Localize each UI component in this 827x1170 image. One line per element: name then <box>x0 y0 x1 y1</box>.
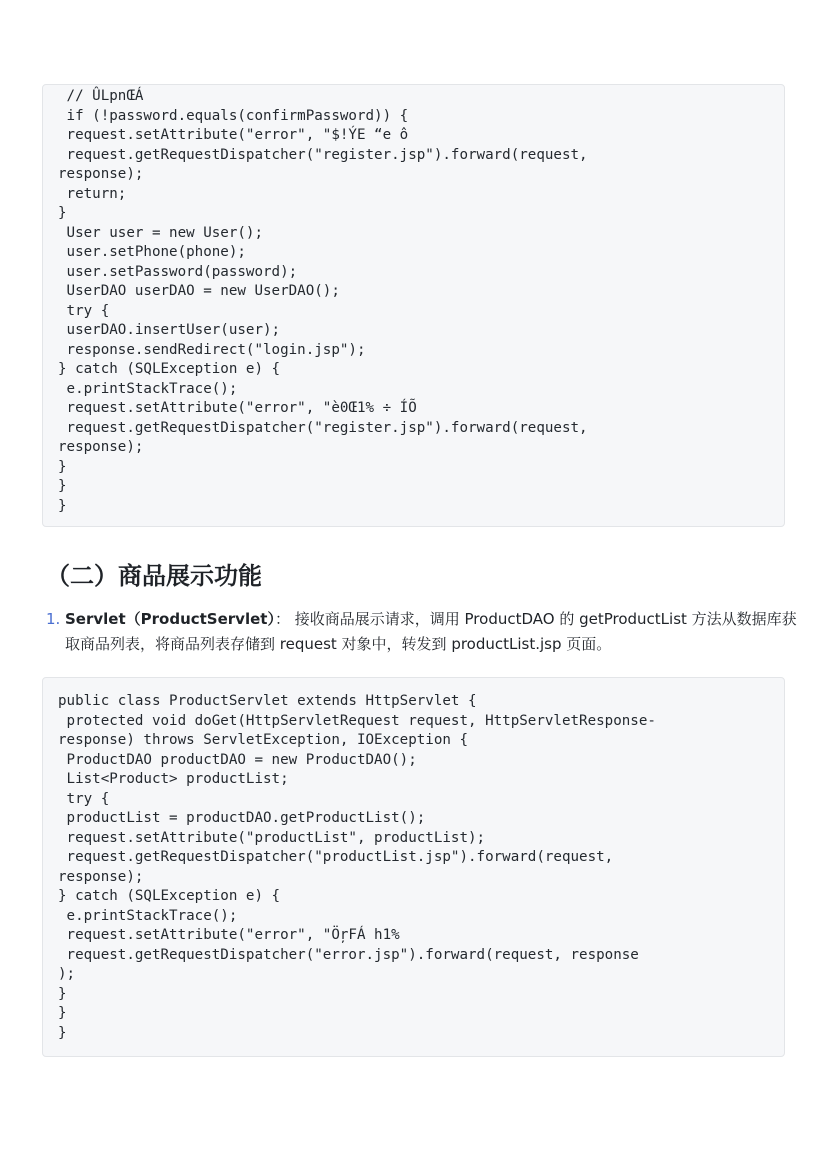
code-line: response); <box>58 868 144 885</box>
list-term: Servlet（ProductServlet） <box>65 610 275 628</box>
code-line: request.getRequestDispatcher("productList.jsp").forward(request, <box>58 849 614 865</box>
code-line: response.sendRedirect("login.jsp"); <box>58 341 366 358</box>
code-line: request.setAttribute("productList", productList); <box>58 829 486 846</box>
code-line: user.setPassword(password); <box>58 263 298 280</box>
code-line: response); <box>58 439 144 455</box>
list-body <box>65 607 811 657</box>
code-line: e.printStackTrace(); <box>58 380 238 397</box>
code-line: } <box>58 1005 67 1021</box>
code-block-product-servlet <box>42 677 785 1057</box>
code-line: ); <box>58 966 76 982</box>
code-line: try { <box>58 302 110 319</box>
code-text <box>58 678 784 1043</box>
code-line: ProductDAO productDAO = new ProductDAO(); <box>58 751 417 768</box>
code-line: List<Product> productList; <box>58 771 289 787</box>
code-line: return; <box>58 185 127 202</box>
code-line: protected void doGet(HttpServletRequest request, HttpServletResponse- <box>58 712 656 729</box>
code-line: userDAO.insertUser(user); <box>58 322 281 338</box>
code-line: } <box>58 458 67 475</box>
code-line: user.setPhone(phone); <box>58 244 246 260</box>
code-line: } <box>58 1024 67 1041</box>
code-line: } <box>58 478 67 494</box>
list-separator: ： <box>274 610 290 628</box>
code-line: response) throws ServletException, IOException { <box>58 732 468 748</box>
code-line: } catch (SQLException e) { <box>58 888 281 904</box>
code-line: request.setAttribute("error", "è0Œ1% ÷ ÍÕ <box>58 400 417 416</box>
code-line: try { <box>58 790 110 807</box>
code-block-register <box>42 84 785 527</box>
code-line: e.printStackTrace(); <box>58 907 238 924</box>
code-text <box>58 85 784 516</box>
code-line: if (!password.equals(confirmPassword)) { <box>58 107 409 124</box>
code-line: request.setAttribute("error", "ÖŗFÁ h1% <box>58 927 400 943</box>
section-heading: （二）商品展示功能 <box>46 562 262 590</box>
list-number: 1. <box>46 610 61 628</box>
code-line: User user = new User(); <box>58 224 263 241</box>
list-description: 接收商品展示请求，调用 ProductDAO 的 getProductList 方法从数据库获取商品列表，将商品列表存储到 request 对象中，转发到 productList.jsp 页面。 <box>65 610 797 653</box>
code-line: request.getRequestDispatcher("register.jsp").forward(request, <box>58 419 588 436</box>
code-line: request.getRequestDispatcher("register.jsp").forward(request, <box>58 146 588 163</box>
code-line: public class ProductServlet extends HttpServlet { <box>58 693 477 709</box>
list-item <box>46 607 811 657</box>
code-line: } catch (SQLException e) { <box>58 361 281 377</box>
code-line: productList = productDAO.getProductList(); <box>58 810 426 826</box>
code-line: } <box>58 985 67 1002</box>
code-line: request.getRequestDispatcher("error.jsp").forward(request, response <box>58 946 639 963</box>
code-line: } <box>58 205 67 221</box>
code-line: // ÛLpnŒÁ <box>58 88 144 104</box>
code-line: response); <box>58 166 144 182</box>
code-line: UserDAO userDAO = new UserDAO(); <box>58 283 340 299</box>
code-line: request.setAttribute("error", "$!ÝE “e ô <box>58 127 409 143</box>
code-line: } <box>58 497 67 514</box>
